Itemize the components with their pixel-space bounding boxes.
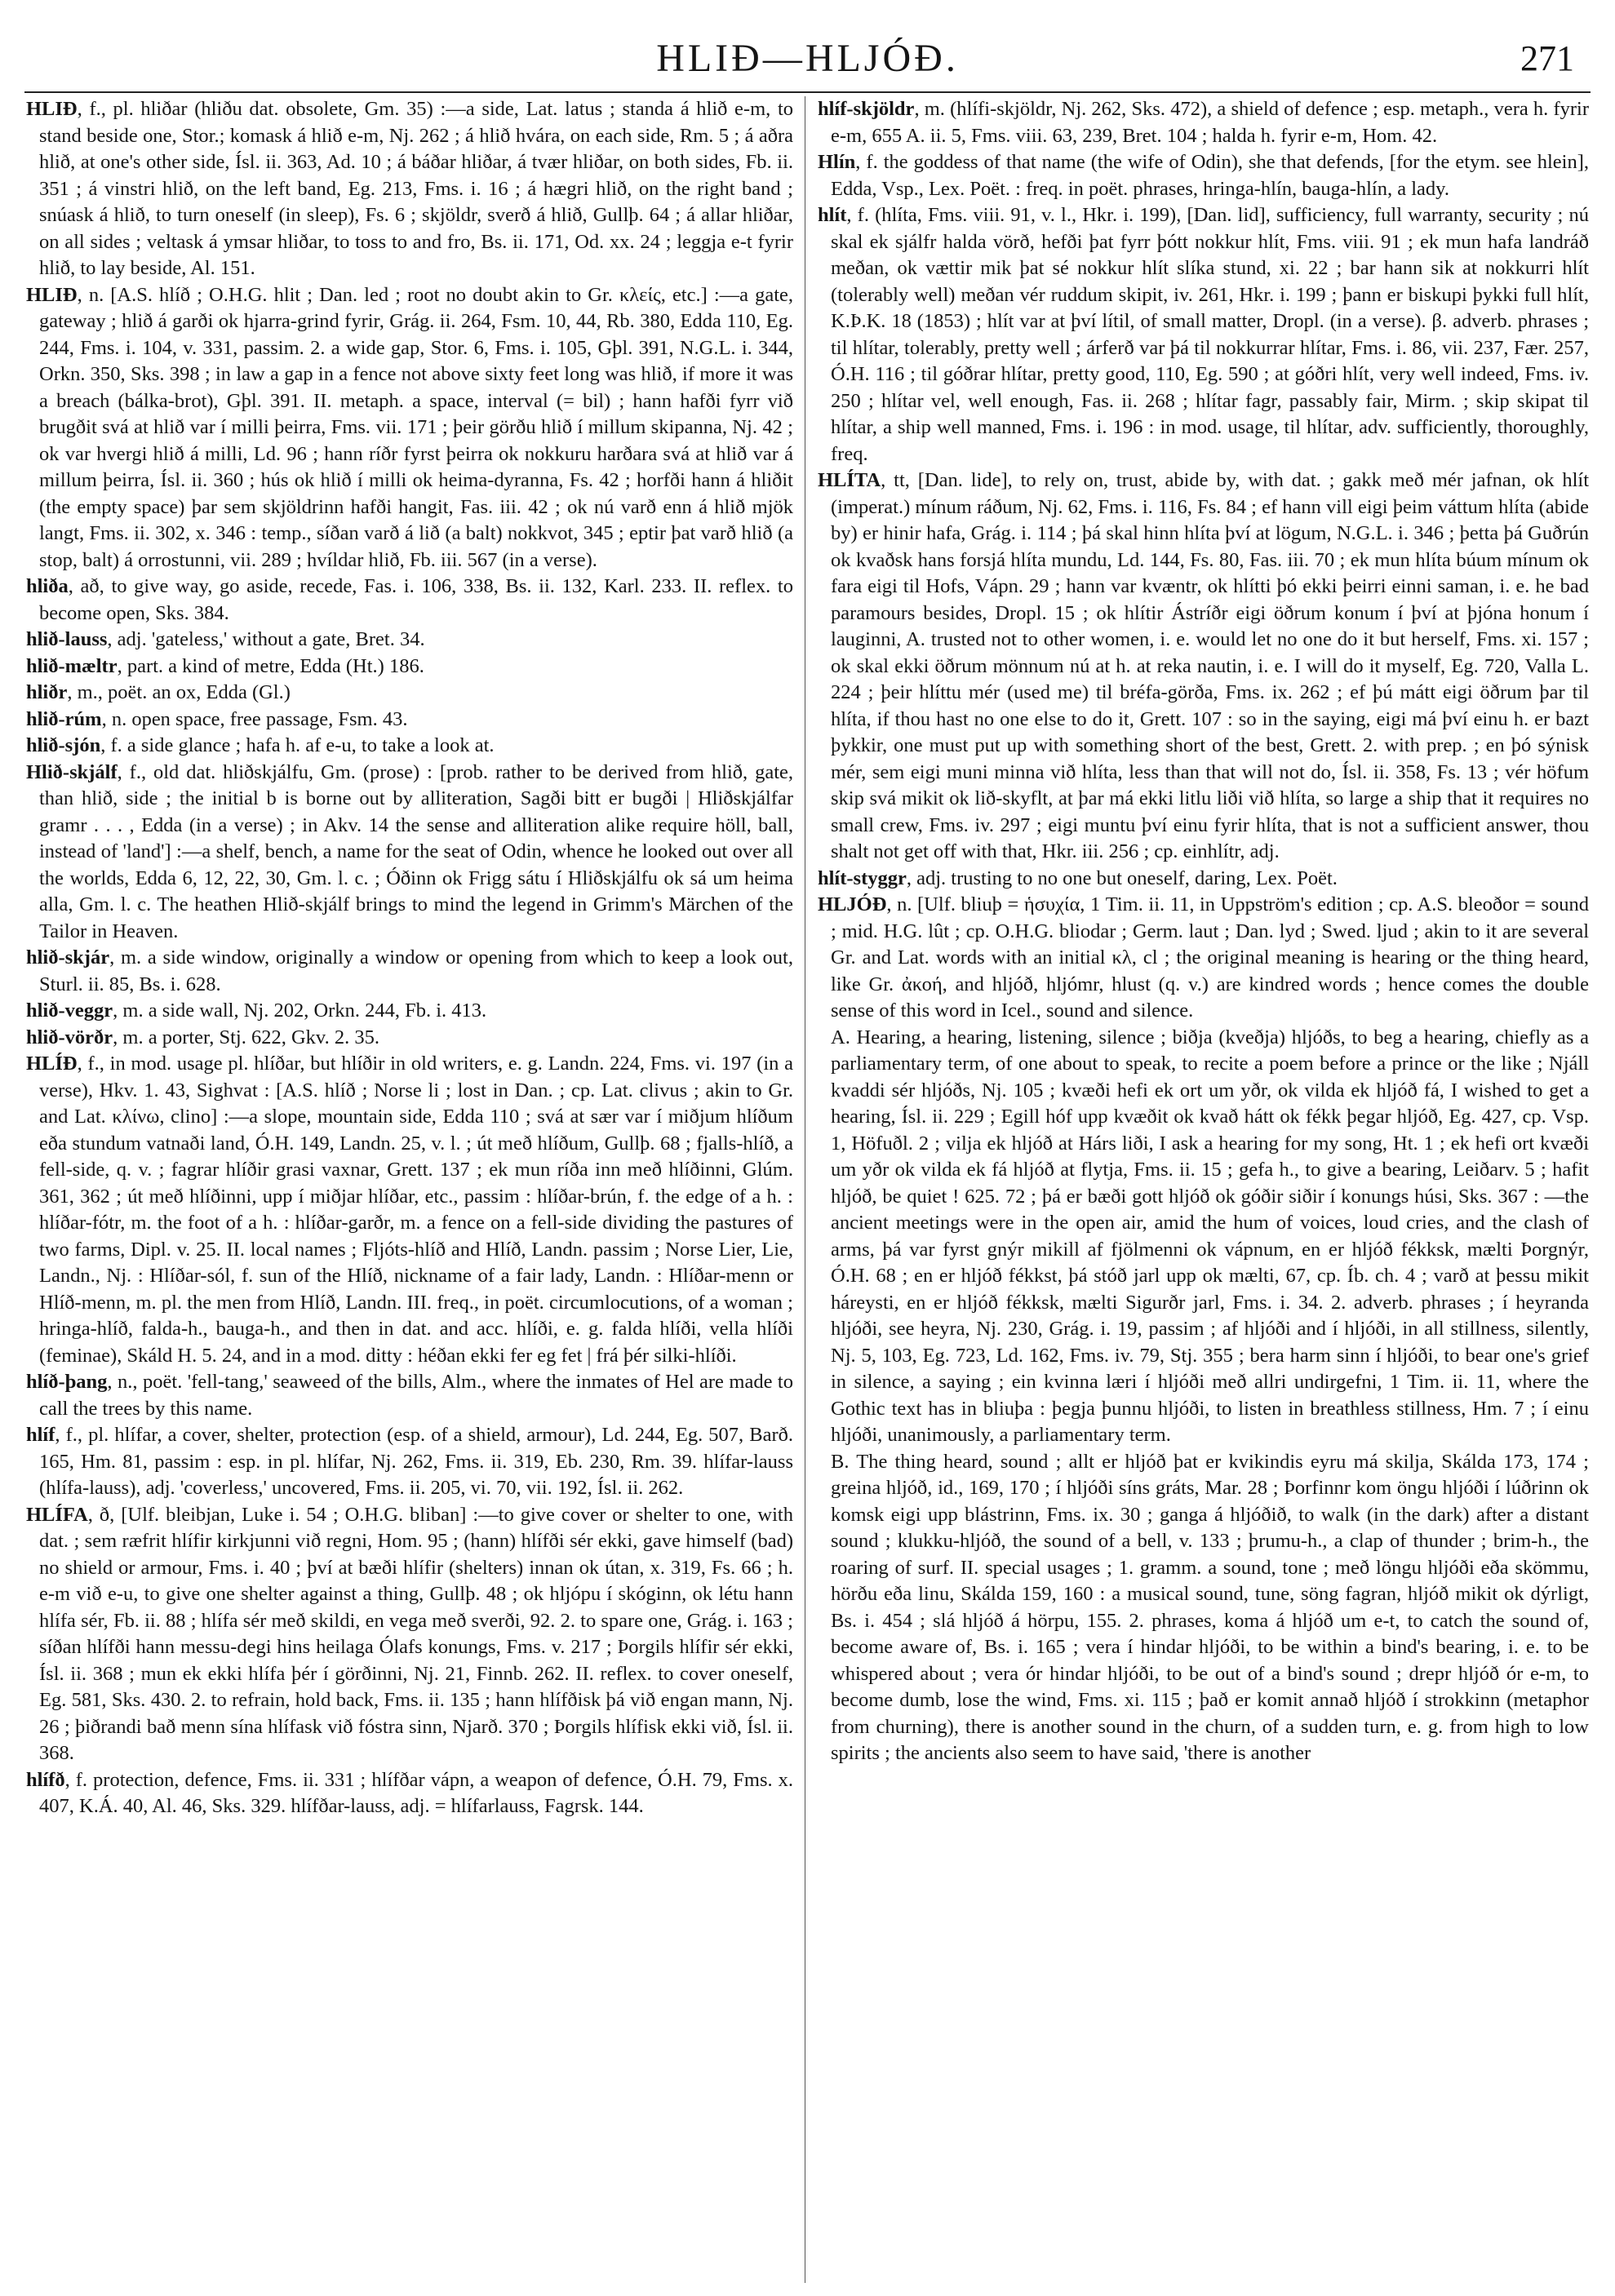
entry-headword: hlið-sjón	[26, 734, 101, 756]
entry-headword: Hlið-skjálf	[26, 760, 118, 783]
dictionary-entry	[26, 733, 793, 760]
entry-definition: , n., poët. 'fell-tang,' seaweed of the bills, Alm., where the inmates of Hel are made to call the trees by this name.	[39, 1371, 793, 1420]
entry-definition: , n. [Ulf. bliuþ = ἡσυχία, 1 Tim. ii. 11, in Uppström's edition ; cp. A.S. bleoðor = sound ; mid. H.G. lût ; cp. O.H.G. bliodar ; Germ. laut ; Dan. lyd ; Swed. ljud ; akin to it are several Gr. and Lat. words with an initial κλ, cl ; the original meaning is hearing or the thing heard, like Gr. ἀκοή, and hljóð, hljómr, hlust (q. v.) are kindred words ; hence comes the double sense of this word in Icel., sound and silence.	[831, 893, 1589, 1022]
entry-definition: , m. a side wall, Nj. 202, Orkn. 244, Fb. i. 413.	[113, 1000, 487, 1022]
entry-headword: HLIÐ	[26, 283, 78, 306]
entry-definition: , tt, [Dan. lide], to rely on, trust, abide by, with dat. ; gakk með mér jafnan, ok hlít (imperat.) mínum ráðum, Nj. 62, Fms. i. 116, Fs. 84 ; ef hann vill eigi þeim váttum hlíta (abide by) er hinir hafa, Grág. i. 114 ; þá skal hinn hlíta því at lögum, N.G.L. i. 346 ; þetta þá Guðrún ok kvaðsk hans forsjá hlíta mundu, Ld. 144, Fs. 80, Fas. iii. 70 ; ek mun hlíta búum mínum ok fara eigi til Hofs, Vápn. 29 ; hann var kvæntr, ok hlítti þó ekki þeirri einni saman, i. e. he bad paramours besides, Dropl. 15 ; ok hlítir Ástríðr eigi öðrum konum í því at þjóna honum í lauginni, A. trusted not to other women, i. e. would let no one do it but herself, Fms. xi. 157 ; ok skal ekki öðrum mönnum nú at h. at reka nautin, i. e. I will do it myself, Eg. 720, Valla L. 224 ; þeir hlíttu mér (used me) til bréfa-görða, Fms. ix. 262 ; ef þú mátt eigi öðrum þar til hlíta, if thou hast no one else to do it, Grett. 107 : so in the saying, eigi má því einu h. er bazt þykkir, one must put up with something short of the best, Grett. 2. with prep. ; en þó sýnisk mér, sem eigi muni minna við hlíta, less than that will not do, Ísl. ii. 358, Fs. 13 ; vér höfum skip svá mikit ok lið-skyflt, at þar má ekki litlu liði við hlíta, so large a ship that it requires no small crew, Fms. iv. 297 ; eigi muntu því einu fyrir hlíta, that is not a sufficient answer, thou shalt not get off with that, Hkr. iii. 256 ; cp. einhlítr, adj.	[831, 469, 1589, 862]
dictionary-entry	[818, 149, 1589, 202]
dictionary-entry	[26, 96, 793, 282]
entry-headword: hlið-vörðr	[26, 1026, 113, 1048]
entry-headword: hliðr	[26, 681, 68, 703]
dictionary-entry	[818, 1025, 1589, 1449]
dictionary-entry	[818, 892, 1589, 1025]
dictionary-entry	[26, 654, 793, 680]
entry-definition: , f. (hlíta, Fms. viii. 91, v. l., Hkr. i. 199), [Dan. lid], sufficiency, full warranty, security ; nú skal ek sjálfr halda vörð, hefði þat fyrr þótt nokkur hlít, Fms. viii. 91 ; ek mun hafa landráð meðan, ok vættir mik þat sé nokkur hlít slíka stund, xi. 22 ; bar hann sik at nokkurri hlít (tolerably well) meðan vér ruddum skipit, iv. 261, Hkr. i. 199 ; þann er biskupi þykki full hlít, K.Þ.K. 18 (1853) ; hlít var at því lítil, of small matter, Dropl. (in a verse). β. adverb. phrases ; til hlítar, tolerably, pretty well ; árferð var þá til nokkurrar hlítar, Fms. i. 86, vii. 237, Fær. 257, Ó.H. 116 ; til góðrar hlítar, pretty good, 110, Eg. 590 ; at góðri hlít, very well indeed, Fms. iv. 250 ; hlítar vel, well enough, Fas. ii. 268 ; hlítar fagr, passably fair, Mirm. ; skip skipat til hlítar, a ship well manned, Fms. i. 196 : in mod. usage, til hlítar, adv. sufficiently, thoroughly, freq.	[831, 204, 1589, 465]
entry-definition: , n. [A.S. hlíð ; O.H.G. hlit ; Dan. led ; root no doubt akin to Gr. κλείς, etc.] :—a gate, gateway ; hlið á garði ok hjarra-grind fyrir, Grág. ii. 264, Fsm. 10, 44, Rb. 380, Edda 110, Eg. 244, Fms. i. 104, v. 331, passim. 2. a wide gap, Stor. 6, Fms. i. 105, Gþl. 391, N.G.L. i. 344, Orkn. 350, Sks. 398 ; in law a gap in a fence not above sixty feet long was hlið, if more it was a breach (bálka-brot), Gþl. 391. II. metaph. a space, interval (= bil) ; hann hafði fyrr við brugðit svá at hlið var í milli þeirra, Fms. vii. 171 ; þeir görðu hlið í millum skipanna, Nj. 42 ; ok var hvergi hlið á milli, Ld. 96 ; hann ríðr fyrst þeirra ok nokkuru harðara svá at hlið var á millum þeirra, Ísl. ii. 360 ; hús ok hlið í milli ok heima-dyranna, Fs. 42 ; horfði hann á hliðit (the empty space) þar sem skjöldrinn hafði hangit, Fas. iii. 42 ; ok nú varð enn á hlið mjök langt, Fms. ii. 302, x. 346 : temp., síðan varð á lið (a balt) nokkvot, 345 ; eptir þat varð hlið (a stop, balt) á orrostunni, vii. 289 ; hvíldar hlið, Fb. iii. 567 (in a verse).	[39, 283, 793, 571]
dictionary-entry	[26, 1767, 793, 1820]
page-number: 271	[1520, 38, 1574, 78]
entry-headword: hlít-styggr	[818, 867, 907, 889]
entry-definition: B. The thing heard, sound ; allt er hljóð þat er kvikindis eyru má skilja, Skálda 173, 174 ; greina hljóð, id., 169, 170 ; í hljóði síns gráts, Mar. 28 ; Þorfinnr kom öngu hljóði í lúðrinn ok komsk eigi upp blástrinn, Fms. ix. 30 ; ganga á hljóðið, to walk (in the dark) after a distant sound ; klukku-hljóð, the sound of a bell, v. 133 ; þrumu-h., a clap of thunder ; brim-h., the roaring of surf. II. special usages ; 1. gramm. a sound, tone ; með löngu hljóði eða skömmu, hörðu eða linu, Skálda 159, 160 : a musical sound, tune, söng fagran, hljóð mikit ok dýrligt, Bs. i. 454 ; slá hljóð á hörpu, 155. 2. phrases, koma á hljóð um e-t, to catch the sound of, become aware of, Bs. i. 165 ; vera í hindar hljóði, to be within a bind's bearing, i. e. to be whispered about ; vera ór hindar hljóði, to be out of a bind's sound ; drepr hljóð ór e-m, to become dumb, lose the wind, Fms. xi. 115 ; það er komit annað hljóð í strokkinn (metaphor from churning), there is another sound in the churn, of a sudden turn, e. g. from high to low spirits ; the ancients also seem to have said, 'there is another	[831, 1450, 1589, 1764]
entry-definition: , n. open space, free passage, Fsm. 43.	[101, 707, 408, 730]
dictionary-entry	[26, 1422, 793, 1502]
entry-headword: HLIÐ	[26, 98, 78, 120]
entry-headword: hlið-lauss	[26, 628, 108, 650]
entry-definition: , f., pl. hliðar (hliðu dat. obsolete, Gm. 35) :—a side, Lat. latus ; standa á hlið e-m, to stand beside one, Stor.; komask á hlið e-m, Nj. 262 ; á hlið hvára, on each side, Rm. 5 ; á aðra hlið, at one's other side, Ísl. ii. 363, Ad. 10 ; á báðar hliðar, á tvær hliðar, on both sides, Fb. ii. 351 ; á vinstri hlið, on the left band, Eg. 213, Fms. i. 16 ; á hægri hlið, on the right band ; snúask á hlið, to turn oneself (in sleep), Fs. 6 ; skjöldr, sverð á hlið, Gullþ. 64 ; á allar hliðar, on all sides ; veltask á ymsar hliðar, to toss to and fro, Bs. ii. 171, Od. xx. 24 ; leggja e-t fyrir hlið, to lay beside, Al. 151.	[39, 98, 793, 279]
header-rule	[24, 91, 1591, 93]
dictionary-entry	[26, 1051, 793, 1369]
dictionary-entry	[26, 945, 793, 998]
entry-headword: HLJÓÐ	[818, 893, 887, 915]
entry-definition: , m. a porter, Stj. 622, Gkv. 2. 35.	[113, 1026, 379, 1048]
entry-definition: A. Hearing, a hearing, listening, silence ; biðja (kveðja) hljóðs, to beg a hearing, chiefly as a parliamentary term, of one about to speak, to recite a poem before a prince or the like ; Njáll kvaddi sér hljóðs, Nj. 105 ; kvæði hefi ek ort um yðr, ok vilda ek hljóð fá, I wished to get a hearing, Ísl. ii. 229 ; Egill hóf upp kvæðit ok kvað hátt ok fékk þegar hljóð, Eg. 427, cp. Vsp. 1, Höfuðl. 2 ; vilja ek hljóð at Hárs liði, I ask a hearing for my song, Ht. 1 ; ek hefi ort kvæði um yðr ok vilda ek fá hljóð at flytja, Fms. ii. 15 ; gefa h., to give a bearing, Leiðarv. 5 ; hafit hljóð, be quiet ! 625. 72 ; þá er bæði gott hljóð ok góðir siðir í konungs húsi, Sks. 367 : —the ancient meetings were in the open air, amid the hum of voices, loud cries, and the clash of arms, þá var fyrst gnýr mikill af fjölmenni ok vápnum, en er hljóð fékksk, mælti Þorgnýr, Ó.H. 68 ; en er hljóð fékkst, þá stóð jarl upp ok mælti, 67, cp. Íb. ch. 4 ; varð at þessu mikit háreysti, en er hljóð fékksk, mælti Sigurðr jarl, Fms. i. 34. 2. adverb. phrases ; í heyranda hljóði, see heyra, Nj. 230, Grág. i. 19, passim ; af hljóði and í hljóði, in all stillness, silently, Nj. 5, 103, Eg. 723, Ld. 162, Fms. iv. 79, Stj. 355 ; bera harm sinn í hljóði, to bear one's grief in silence, a saying ; ein kvinna læri í hljóði með allri undirgefni, 1 Tim. ii. 11, where the Gothic text has in bliuþa : þegja þunnu hljóði, to listen in breathless stillness, Hm. 7 ; í einu hljóði, unanimously, a parliamentary term.	[831, 1026, 1589, 1446]
entry-definition: , adj. trusting to no one but oneself, daring, Lex. Poët.	[906, 867, 1338, 889]
entry-headword: hlið-mæltr	[26, 654, 118, 677]
dictionary-entry	[818, 202, 1589, 468]
entry-headword: hlíf-skjöldr	[818, 98, 915, 120]
right-column	[818, 96, 1589, 2283]
entry-definition: , f., pl. hlífar, a cover, shelter, protection (esp. of a shield, armour), Ld. 244, Eg. 507, Barð. 165, Hm. 81, passim : esp. in pl. hlífar, Nj. 262, Fms. ii. 319, Eb. 230, Rm. 39. hlífar-lauss (hlífa-lauss), adj. 'coverless,' uncovered, Fms. ii. 205, vi. 70, vii. 192, Ísl. ii. 262.	[39, 1424, 793, 1499]
entry-definition: , f. protection, defence, Fms. ii. 331 ; hlífðar vápn, a weapon of defence, Ó.H. 79, Fms. x. 407, K.Á. 40, Al. 46, Sks. 329. hlífðar-lauss, adj. = hlífarlauss, Fagrsk. 144.	[39, 1768, 793, 1817]
entry-definition: , adj. 'gateless,' without a gate, Bret. 34.	[107, 628, 425, 650]
entry-definition: , m., poët. an ox, Edda (Gl.)	[67, 681, 291, 703]
running-head	[0, 26, 1615, 91]
entry-headword: Hlín	[818, 151, 856, 173]
entry-headword: HLÍÐ	[26, 1053, 78, 1075]
entry-definition: , að, to give way, go aside, recede, Fas. i. 106, 338, Bs. ii. 132, Karl. 233. II. reflex. to become open, Sks. 384.	[39, 575, 793, 624]
running-title: HLIÐ—HLJÓÐ.	[656, 37, 959, 80]
entry-headword: HLÍFA	[26, 1503, 88, 1526]
left-column	[26, 96, 793, 2283]
entry-headword: HLÍTA	[818, 469, 881, 491]
entry-definition: , f., old dat. hliðskjálfu, Gm. (prose) : [prob. rather to be derived from hlið, gate, than hlið, side ; the initial b is borne out by alliteration, Sagði bitt er bugði | Hliðskjálfar gramr . . . , Edda (in a verse) ; in Akv. 14 the sense and alliteration alike require höll, ball, instead of 'land'] :—a shelf, bench, a name for the seat of Odin, whence he looked out over all the worlds, Edda 6, 12, 22, 30, Gm. l. c. ; Óðinn ok Frigg sátu í Hliðskjálfu ok sá um heima alla, Gm. l. c. The heathen Hlið-skjálf brings to mind the legend in Grimm's Märchen of the Tailor in Heaven.	[39, 760, 793, 942]
dictionary-entry	[26, 680, 793, 707]
entry-headword: hlít	[818, 204, 847, 226]
dictionary-entry	[818, 1449, 1589, 1767]
entry-headword: hlið-rúm	[26, 707, 102, 730]
entry-headword: hlíð-þang	[26, 1371, 108, 1393]
dictionary-entry	[26, 1369, 793, 1422]
dictionary-entry	[26, 282, 793, 574]
dictionary-entry	[818, 866, 1589, 893]
entry-definition: , f. a side glance ; hafa h. af e-u, to take a look at.	[100, 734, 495, 756]
entry-headword: hlið-skjár	[26, 946, 110, 968]
entry-headword: hlið-veggr	[26, 1000, 113, 1022]
dictionary-entry	[26, 574, 793, 627]
entry-definition: , m. a side window, originally a window or opening from which to keep a look out, Sturl. ii. 85, Bs. i. 628.	[39, 946, 793, 995]
dictionary-entry	[818, 96, 1589, 149]
entry-definition: , f. the goddess of that name (the wife of Odin), she that defends, [for the etym. see hlein], Edda, Vsp., Lex. Poët. : freq. in poët. phrases, hringa-hlín, bauga-hlín, a lady.	[831, 151, 1589, 200]
dictionary-entry	[26, 707, 793, 734]
entry-headword: hliða	[26, 575, 69, 597]
entry-definition: , ð, [Ulf. bleibjan, Luke i. 54 ; O.H.G. bliban] :—to give cover or shelter to one, with dat. ; sem ræfrit hlífir kirkjunni við regni, Hom. 95 ; (hann) hlífði sér ekki, gave himself (bad) no shield or armour, Fms. i. 40 ; því at bæði hlífir (shelters) innan ok útan, x. 319, Fs. 66 ; h. e-m við e-u, to give one shelter against a thing, Gullþ. 48 ; ok hljópu í skóginn, ok létu hann hlífa sér, Fb. ii. 88 ; hlífa sér með skildi, en vega með sverði, 92. 2. to spare one, Grág. i. 163 ; síðan hlífði hann messu-degi hins heilaga Ólafs konungs, Fms. v. 217 ; Þorgils hlífir sér ekki, Ísl. ii. 368 ; mun ek ekki hlífa þér í görðinni, Nj. 21, Finnb. 262. II. reflex. to cover oneself, Eg. 581, Sks. 430. 2. to refrain, hold back, Fms. ii. 135 ; hann hlífðisk þá við engan mann, Nj. 26 ; þiðrandi bað menn sína hlífask við fóstra sinn, Njarð. 370 ; Þorgils hlífisk ekki við, Ísl. ii. 368.	[39, 1503, 793, 1764]
dictionary-entry	[26, 998, 793, 1025]
entry-definition: , m. (hlífi-skjöldr, Nj. 262, Sks. 472), a shield of defence ; esp. metaph., vera h. fyrir e-m, 655 A. ii. 5, Fms. viii. 63, 239, Bret. 104 ; halda h. fyrir e-m, Hom. 42.	[831, 98, 1589, 147]
dictionary-entry	[26, 627, 793, 654]
dictionary-entry	[26, 1025, 793, 1052]
dictionary-entry	[818, 468, 1589, 866]
dictionary-entry	[26, 1502, 793, 1767]
entry-definition: , f., in mod. usage pl. hlíðar, but hlíðir in old writers, e. g. Landn. 224, Fms. vi. 197 (in a verse), Hkv. 1. 43, Sighvat : [A.S. hlíð ; Norse li ; lost in Dan. ; cp. Lat. clivus ; akin to Gr. and Lat. κλίνω, clino] :—a slope, mountain side, Edda 110 ; svá at sær var í miðjum hlíðum eða stundum vatnaði land, Ó.H. 149, Landn. 25, v. l. ; út með hlíðum, Gullþ. 68 ; fjalls-hlíð, a fell-side, q. v. ; fagrar hlíðir grasi vaxnar, Grett. 137 ; ek mun ríða inn með hlíðinni, Glúm. 361, 362 ; út með hlíðinni, upp í miðjar hlíðar, etc., passim : hlíðar-brún, f. the edge of a h. : hlíðar-fótr, m. the foot of a h. : hlíðar-garðr, m. a fence on a fell-side dividing the pastures of two farms, Dipl. v. 25. II. local names ; Fljóts-hlíð and Hlíð, Landn. passim ; Norse Lier, Lie, Landn., Nj. : Hlíðar-sól, f. sun of the Hlíð, nickname of a fair lady, Landn. : Hlíðar-menn or Hlíð-menn, m. pl. the men from Hlíð, Landn. III. freq., in poët. circumlocutions, of a woman ; hringa-hlíð, falda-h., bauga-h., and then in dat. and acc. hlíði, e. g. falda hlíði, vella hlíði (feminae), Skáld H. 5. 24, and in a mod. ditty : héðan ekki fer eg fet | frá þér silki-hlíði.	[39, 1053, 793, 1367]
dictionary-entry	[26, 760, 793, 946]
entry-headword: hlíf	[26, 1424, 55, 1446]
entry-headword: hlífð	[26, 1768, 65, 1791]
entry-definition: , part. a kind of metre, Edda (Ht.) 186.	[117, 654, 424, 677]
